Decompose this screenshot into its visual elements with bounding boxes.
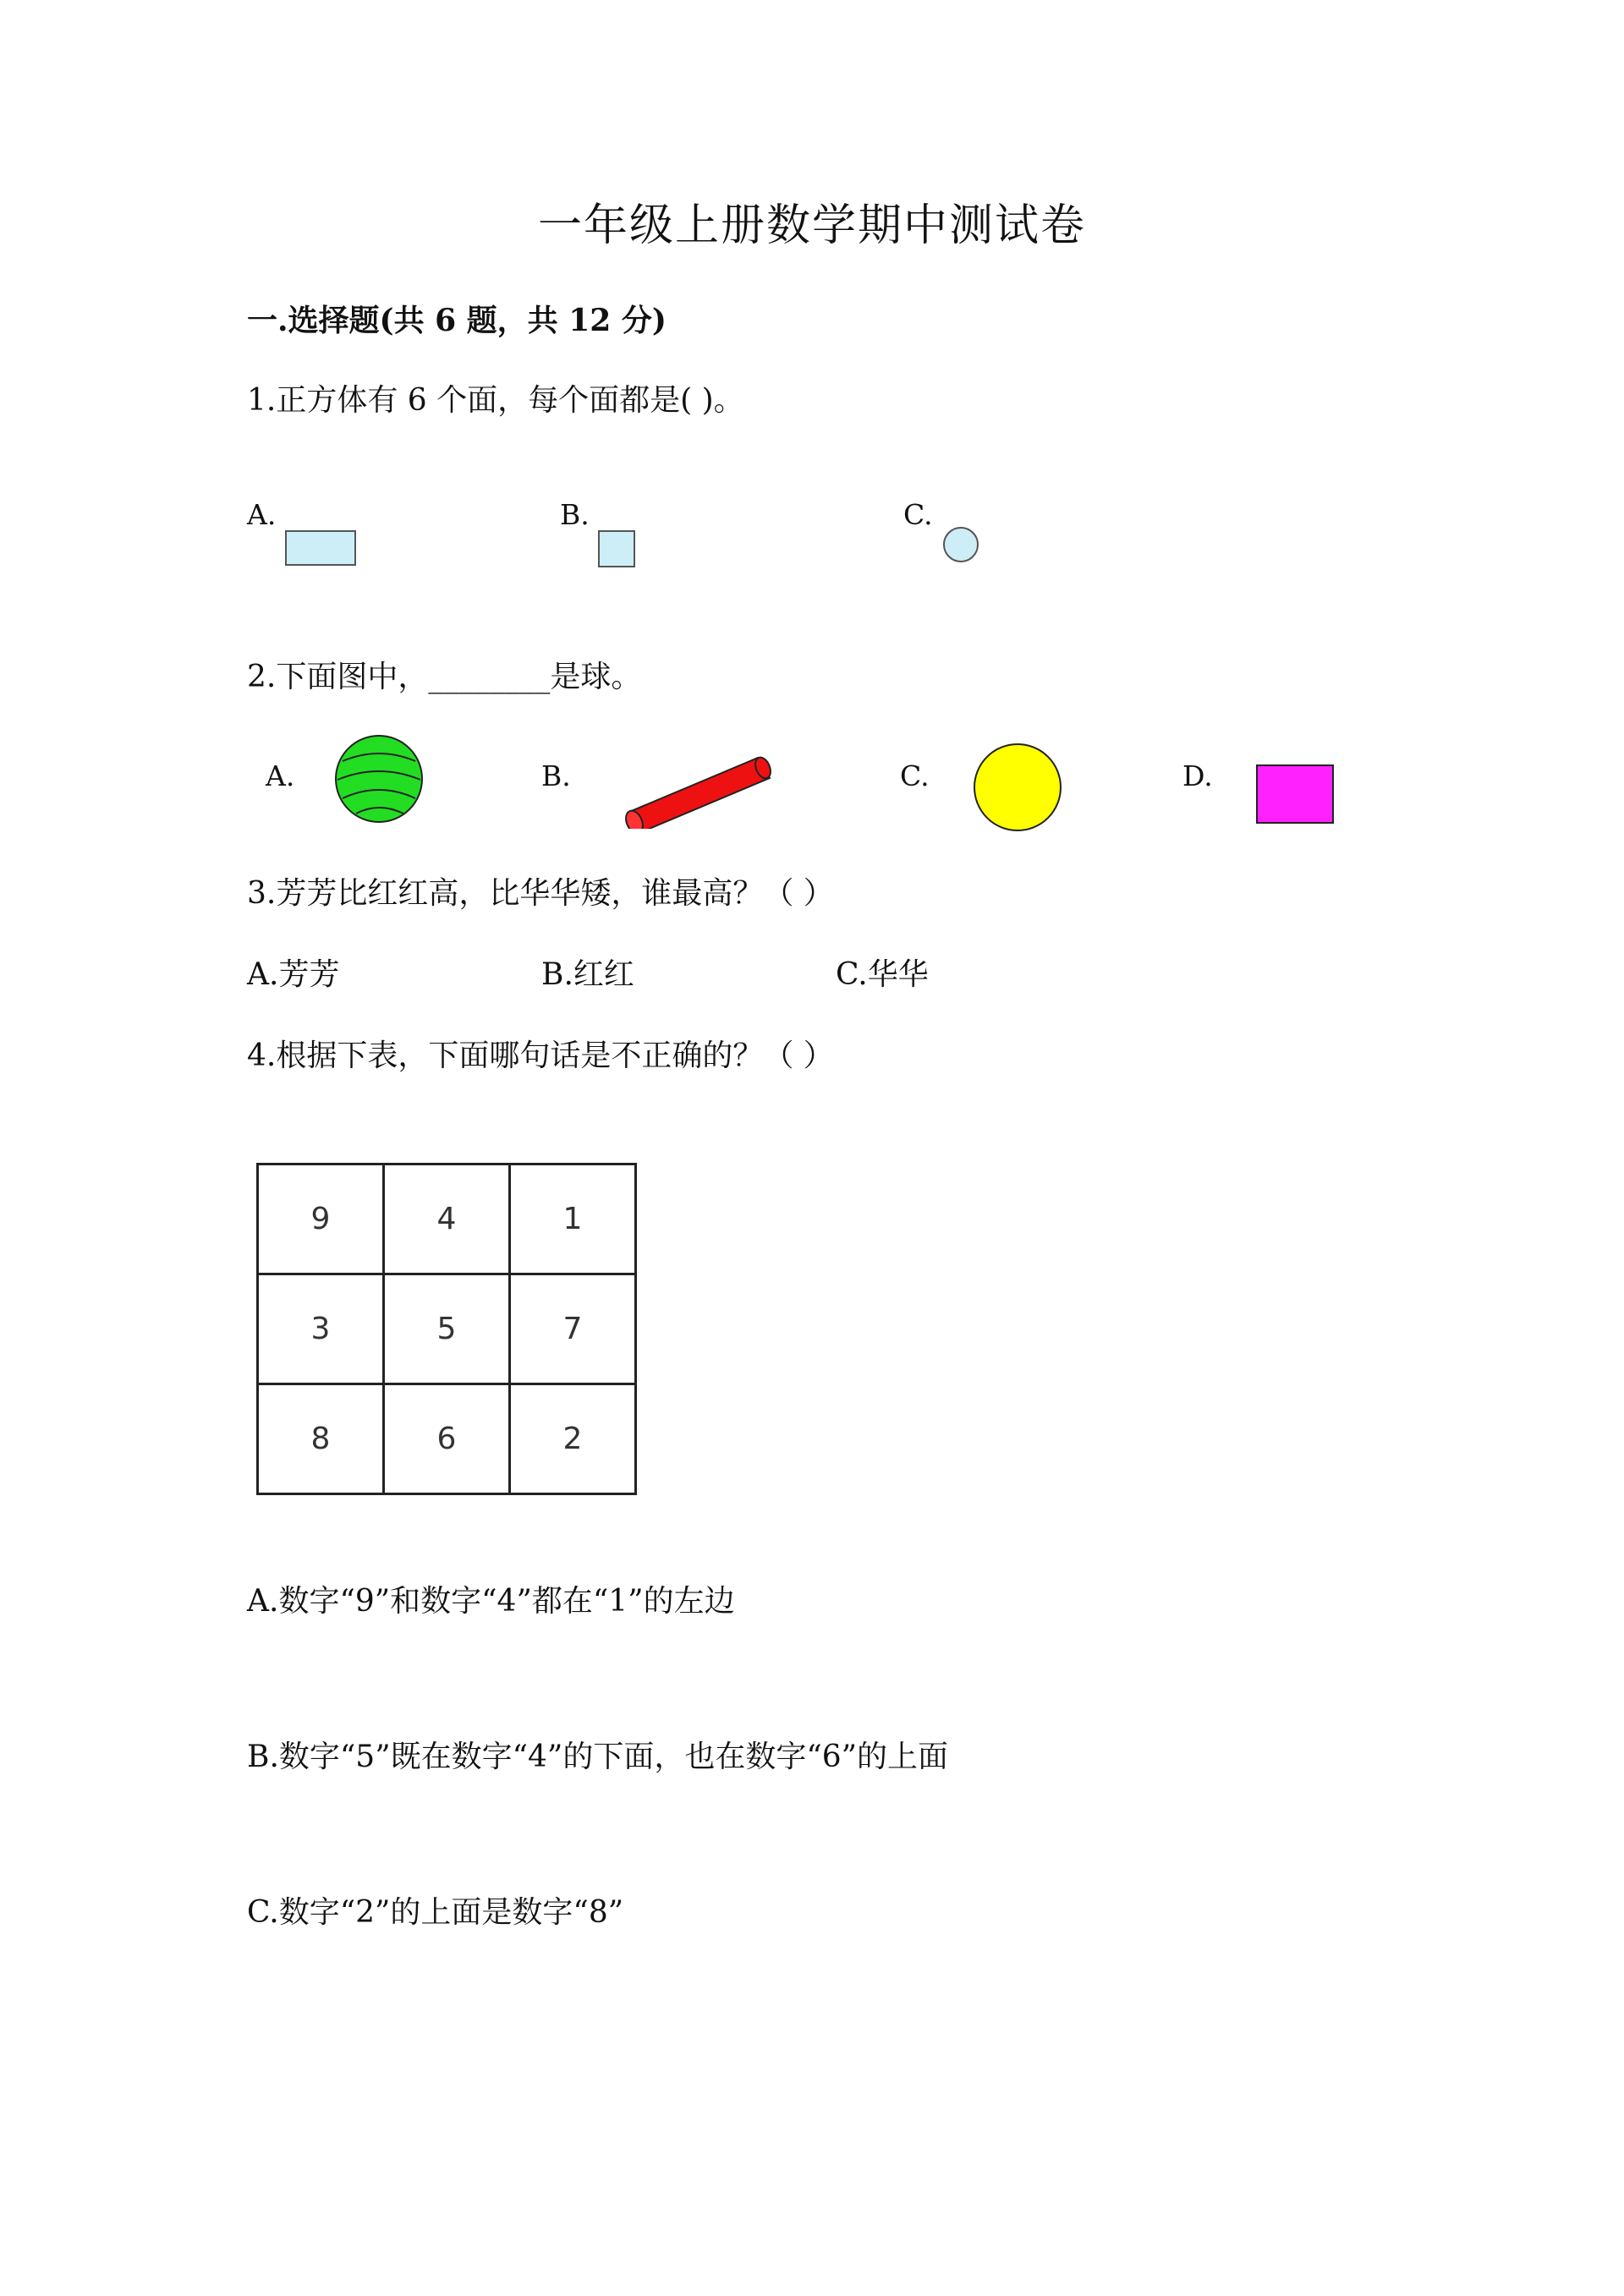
table-cell: 1 bbox=[510, 1164, 636, 1274]
question-3-text: 3.芳芳比红红高，比华华矮，谁最高？（ ） bbox=[247, 876, 834, 911]
red-cylinder-icon bbox=[617, 744, 778, 829]
question-1-text: 1.正方体有 6 个面，每个面都是( )。 bbox=[247, 383, 744, 418]
q2-option-b-label[interactable]: B. bbox=[541, 759, 571, 792]
magenta-rectangle-icon bbox=[1255, 764, 1335, 825]
table-cell: 9 bbox=[258, 1164, 384, 1274]
table-row bbox=[258, 1384, 636, 1494]
number-grid-table bbox=[256, 1163, 637, 1495]
table-cell: 2 bbox=[510, 1384, 636, 1494]
table-cell: 8 bbox=[258, 1384, 384, 1494]
q3-option-c[interactable]: C.华华 bbox=[836, 957, 929, 992]
q2-option-c-label[interactable]: C. bbox=[900, 759, 930, 792]
q3-option-b[interactable]: B.红红 bbox=[541, 957, 634, 992]
q1-option-a-label[interactable]: A. bbox=[247, 498, 277, 531]
page-title: 一年级上册数学期中测试卷 bbox=[537, 200, 1086, 251]
rectangle-shape-icon bbox=[284, 529, 357, 567]
q4-option-b[interactable]: B.数字“5”既在数字“4”的下面，也在数字“6”的上面 bbox=[247, 1740, 949, 1774]
q2-option-a-label[interactable]: A. bbox=[266, 759, 295, 792]
circle-shape-icon bbox=[941, 525, 980, 564]
table-row bbox=[258, 1164, 636, 1274]
q1-option-b-label[interactable]: B. bbox=[560, 498, 590, 531]
q4-option-c[interactable]: C.数字“2”的上面是数字“8” bbox=[247, 1895, 624, 1930]
q3-option-a[interactable]: A.芳芳 bbox=[247, 957, 340, 992]
green-ball-icon bbox=[332, 732, 425, 825]
table-row bbox=[258, 1274, 636, 1384]
q1-option-c-label[interactable]: C. bbox=[903, 498, 933, 531]
table-cell: 3 bbox=[258, 1274, 384, 1384]
question-4-text: 4.根据下表，下面哪句话是不正确的？（ ） bbox=[247, 1038, 834, 1073]
table-cell: 5 bbox=[384, 1274, 510, 1384]
table-cell: 6 bbox=[384, 1384, 510, 1494]
q2-option-d-label[interactable]: D. bbox=[1182, 759, 1213, 792]
question-2-text: 2.下面图中，________是球。 bbox=[247, 660, 642, 694]
q4-option-a[interactable]: A.数字“9”和数字“4”都在“1”的左边 bbox=[247, 1584, 735, 1619]
square-shape-icon bbox=[597, 529, 636, 568]
section-heading: 一.选择题(共 6 题，共 12 分) bbox=[247, 303, 667, 338]
yellow-circle-icon bbox=[971, 741, 1064, 834]
table-cell: 4 bbox=[384, 1164, 510, 1274]
table-cell: 7 bbox=[510, 1274, 636, 1384]
